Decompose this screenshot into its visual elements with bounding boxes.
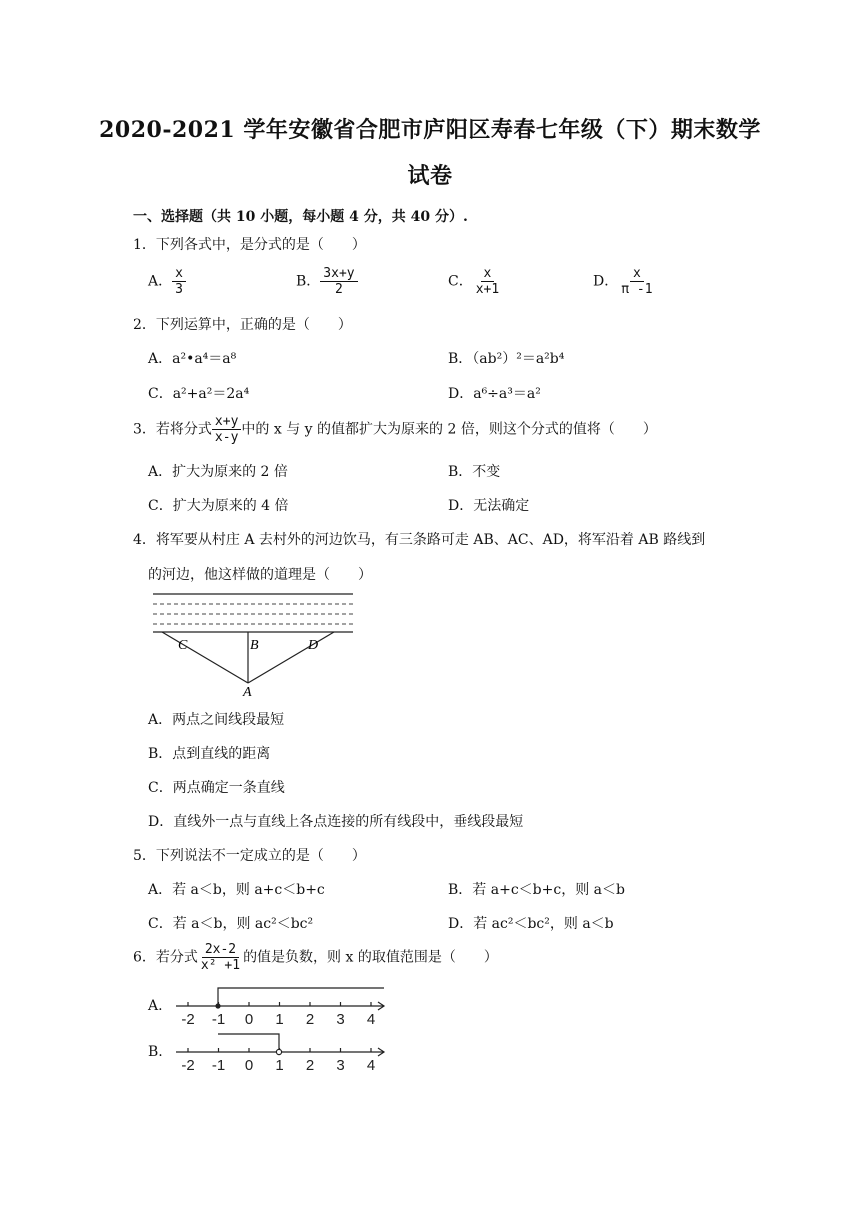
tick-label: 3 bbox=[336, 1057, 345, 1072]
tick-label: 0 bbox=[244, 1011, 254, 1026]
q4-option-c: C．两点确定一条直线 bbox=[148, 780, 285, 796]
q5-option-b: B．若 a+c＜b+c，则 a＜b bbox=[448, 882, 625, 898]
tick-label: 2 bbox=[305, 1011, 315, 1026]
q1-option-b: B． $\frac{3x+y}{2}$ bbox=[296, 266, 358, 297]
tick-label: 4 bbox=[366, 1011, 376, 1026]
q5-option-a: A．若 a＜b，则 a+c＜b+c bbox=[148, 882, 325, 898]
tick-label: -1 bbox=[211, 1057, 226, 1072]
tick-label: 3 bbox=[336, 1011, 345, 1026]
q2-stem: 2．下列运算中，正确的是（ ） bbox=[133, 317, 352, 333]
point-c-label: C bbox=[178, 638, 188, 653]
q4-option-b: B．点到直线的距离 bbox=[148, 746, 271, 762]
q3-stem: 3．若将分式 $\frac{x+y}{x-y}$ 中的 x 与 y 的值都扩大为原来的 2 倍，则这个分式的值将（ ） bbox=[133, 414, 657, 445]
q6-stem: 6．若分式 $\frac{2x-2}{\text{x² +1}}$ 的值是负数，则 x 的取值范围是（ ） bbox=[133, 942, 498, 973]
q4-stem-line2: 的河边，他这样做的道理是（ ） bbox=[148, 567, 372, 583]
road-ad bbox=[248, 632, 334, 683]
solution-ray bbox=[218, 988, 384, 1006]
q5-option-c: C．若 a＜b，则 ac²＜bc² bbox=[148, 916, 314, 932]
q2-option-d: D．a⁶÷a³＝a² bbox=[448, 386, 541, 402]
q6-option-a-number-line bbox=[172, 984, 390, 1026]
page-title-line1: 2020-2021 学年安徽省合肥市庐阳区寿春七年级（下）期末数学 bbox=[99, 117, 761, 143]
point-a-label: A bbox=[243, 685, 252, 700]
tick-label: -2 bbox=[181, 1057, 195, 1072]
q5-stem: 5．下列说法不一定成立的是（ ） bbox=[133, 848, 366, 864]
q4-option-d: D．直线外一点与直线上各点连接的所有线段中，垂线段最短 bbox=[148, 814, 524, 830]
tick-label: 2 bbox=[305, 1057, 315, 1072]
river-road-figure bbox=[148, 588, 360, 700]
q3-option-a: A．扩大为原来的 2 倍 bbox=[148, 464, 288, 480]
q1-option-a: A． $\frac{x}{3}$ bbox=[148, 266, 186, 297]
point-b-label: B bbox=[250, 638, 259, 653]
tick-label: 1 bbox=[275, 1011, 284, 1026]
tick-label: 4 bbox=[366, 1057, 376, 1072]
section-heading: 一、选择题（共 10 小题，每小题 4 分，共 40 分）. bbox=[133, 209, 468, 225]
q1-option-d: D． $\frac{x}{\pi -1}$ bbox=[593, 266, 653, 297]
tick-label: 1 bbox=[275, 1057, 284, 1072]
page-title-line2: 试卷 bbox=[407, 163, 453, 189]
q6-option-b-label: B. bbox=[148, 1044, 163, 1060]
tick-label: -1 bbox=[211, 1011, 226, 1026]
q3-option-b: B．不变 bbox=[448, 464, 501, 480]
q5-option-d: D．若 ac²＜bc²，则 a＜b bbox=[448, 916, 614, 932]
q3-option-c: C．扩大为原来的 4 倍 bbox=[148, 498, 289, 514]
tick-label: -2 bbox=[181, 1011, 195, 1026]
q4-option-a: A．两点之间线段最短 bbox=[148, 712, 285, 728]
closed-point bbox=[215, 1003, 220, 1008]
q4-stem-line1: 4．将军要从村庄 A 去村外的河边饮马，有三条路可走 AB、AC、AD，将军沿着 AB 路线到 bbox=[133, 532, 706, 548]
q2-option-a: A．a²•a⁴＝a⁸ bbox=[148, 351, 237, 367]
q1-option-c: C． $\frac{x}{x+1}$ bbox=[448, 266, 500, 297]
q2-option-c: C．a²+a²＝2a⁴ bbox=[148, 386, 250, 402]
q6-option-b-number-line bbox=[172, 1030, 390, 1072]
tick-label: 0 bbox=[244, 1057, 254, 1072]
q3-option-d: D．无法确定 bbox=[448, 498, 530, 514]
q2-option-b: B．（ab²）²＝a²b⁴ bbox=[448, 351, 565, 367]
q1-stem: 1．下列各式中，是分式的是（ ） bbox=[133, 237, 366, 253]
open-point bbox=[276, 1049, 281, 1054]
q6-option-a-label: A. bbox=[148, 998, 163, 1014]
road-ac bbox=[162, 632, 248, 683]
point-d-label: D bbox=[308, 638, 319, 653]
